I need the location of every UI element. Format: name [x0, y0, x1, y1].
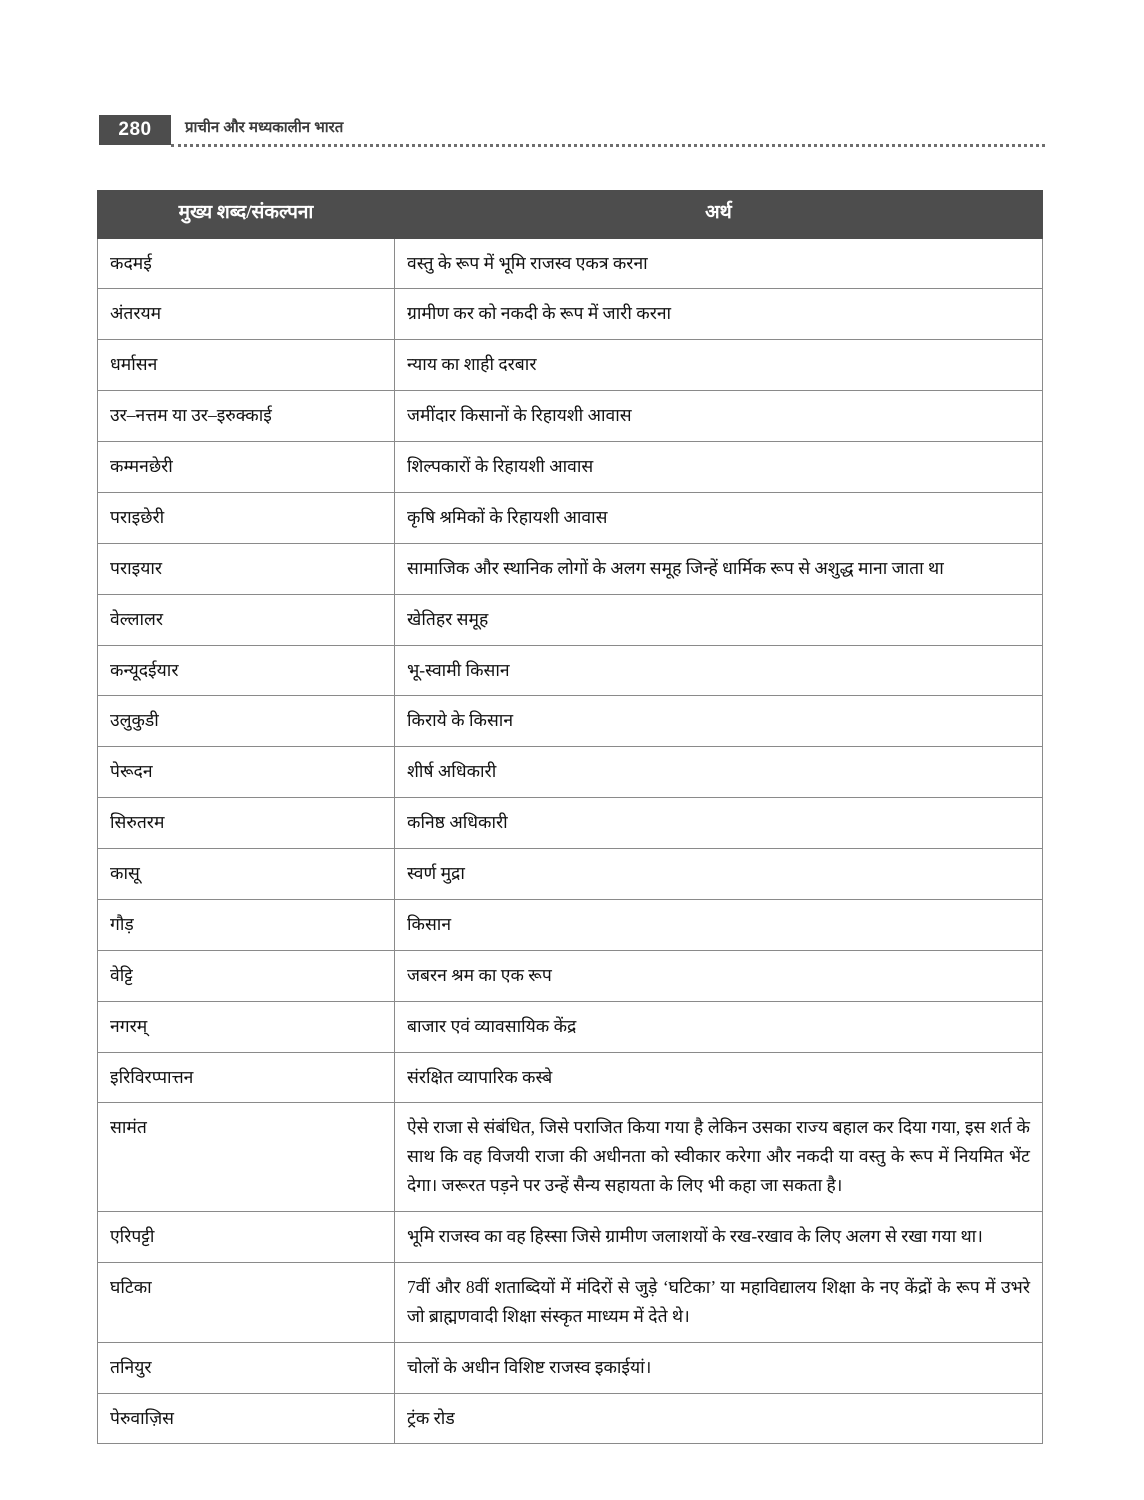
glossary-term: उर–नत्तम या उर–इरुक्काई	[98, 391, 395, 442]
glossary-term: सिरुतरम	[98, 798, 395, 849]
page-running-title: प्राचीन और मध्यकालीन भारत	[185, 119, 344, 136]
glossary-term: घटिका	[98, 1262, 395, 1342]
glossary-meaning: किसान	[395, 899, 1043, 950]
column-header-meaning: अर्थ	[395, 191, 1043, 239]
glossary-meaning: शीर्ष अधिकारी	[395, 747, 1043, 798]
table-body	[98, 238, 1043, 1444]
glossary-meaning: जबरन श्रम का एक रूप	[395, 950, 1043, 1001]
glossary-meaning: भू-स्वामी किसान	[395, 645, 1043, 696]
table-row	[98, 442, 1043, 493]
table-row	[98, 950, 1043, 1001]
glossary-term: पराइछेरी	[98, 492, 395, 543]
glossary-table	[97, 190, 1043, 1444]
glossary-term: गौड़	[98, 899, 395, 950]
glossary-term: वेट्टि	[98, 950, 395, 1001]
glossary-term: कम्मनछेरी	[98, 442, 395, 493]
table-header-row	[98, 191, 1043, 239]
glossary-term: वेल्लालर	[98, 594, 395, 645]
glossary-term: सामंत	[98, 1103, 395, 1212]
table-row	[98, 543, 1043, 594]
glossary-meaning: किराये के किसान	[395, 696, 1043, 747]
header-divider	[171, 144, 1045, 150]
glossary-term: नगरम्	[98, 1001, 395, 1052]
glossary-meaning: चोलों के अधीन विशिष्ट राजस्व इकाईयां।	[395, 1342, 1043, 1393]
glossary-term: कासू	[98, 849, 395, 900]
table-row	[98, 798, 1043, 849]
glossary-term: पराइयार	[98, 543, 395, 594]
glossary-meaning: 7वीं और 8वीं शताब्दियों में मंदिरों से जुड़े ‘घटिका’ या महाविद्यालय शिक्षा के नए केंद्रों के रूप में उभरे जो ब्राह्मणवादी शिक्षा संस्कृत माध्यम में देते थे।	[395, 1262, 1043, 1342]
glossary-term: एरिपट्टी	[98, 1212, 395, 1263]
table-row	[98, 849, 1043, 900]
table-row	[98, 289, 1043, 340]
glossary-meaning: कनिष्ठ अधिकारी	[395, 798, 1043, 849]
table-header	[98, 191, 1043, 239]
glossary-meaning: शिल्पकारों के रिहायशी आवास	[395, 442, 1043, 493]
column-header-term: मुख्य शब्द/संकल्पना	[98, 191, 395, 239]
table-row	[98, 391, 1043, 442]
table-row	[98, 747, 1043, 798]
glossary-meaning: न्याय का शाही दरबार	[395, 340, 1043, 391]
table-row	[98, 1342, 1043, 1393]
glossary-term: तनियुर	[98, 1342, 395, 1393]
glossary-meaning: कृषि श्रमिकों के रिहायशी आवास	[395, 492, 1043, 543]
glossary-term: कन्यूदईयार	[98, 645, 395, 696]
glossary-meaning: स्वर्ण मुद्रा	[395, 849, 1043, 900]
table-row	[98, 645, 1043, 696]
glossary-term: इरिविरप्पात्तन	[98, 1052, 395, 1103]
table-row	[98, 1103, 1043, 1212]
glossary-term: कदमई	[98, 238, 395, 289]
page-running-header	[99, 115, 1045, 149]
page-number-badge: 280	[99, 115, 171, 145]
glossary-term: पेरुवाज़िस	[98, 1393, 395, 1444]
glossary-term: पेरूदन	[98, 747, 395, 798]
table-row	[98, 696, 1043, 747]
table-row	[98, 1262, 1043, 1342]
glossary-term: धर्मासन	[98, 340, 395, 391]
glossary-meaning: भूमि राजस्व का वह हिस्सा जिसे ग्रामीण जलाशयों के रख-रखाव के लिए अलग से रखा गया था।	[395, 1212, 1043, 1263]
glossary-meaning: सामाजिक और स्थानिक लोगों के अलग समूह जिन्हें धार्मिक रूप से अशुद्ध माना जाता था	[395, 543, 1043, 594]
glossary-term: उलुकुडी	[98, 696, 395, 747]
glossary-meaning: ऐसे राजा से संबंधित, जिसे पराजित किया गया है लेकिन उसका राज्य बहाल कर दिया गया, इस शर्त के साथ कि वह विजयी राजा की अधीनता को स्वीकार करेगा और नकदी या वस्तु के रूप में नियमित भेंट देगा। जरूरत पड़ने पर उन्हें सैन्य सहायता के लिए भी कहा जा सकता है।	[395, 1103, 1043, 1212]
table-row	[98, 899, 1043, 950]
glossary-meaning: बाजार एवं व्यावसायिक केंद्र	[395, 1001, 1043, 1052]
glossary-meaning: संरक्षित व्यापारिक कस्बे	[395, 1052, 1043, 1103]
table-row	[98, 1212, 1043, 1263]
glossary-meaning: वस्तु के रूप में भूमि राजस्व एकत्र करना	[395, 238, 1043, 289]
table-row	[98, 492, 1043, 543]
glossary-meaning: खेतिहर समूह	[395, 594, 1043, 645]
table-row	[98, 1052, 1043, 1103]
table-row	[98, 594, 1043, 645]
glossary-meaning: ट्रंक रोड	[395, 1393, 1043, 1444]
table-row	[98, 340, 1043, 391]
glossary-term: अंतरयम	[98, 289, 395, 340]
table-row	[98, 1001, 1043, 1052]
table-row	[98, 1393, 1043, 1444]
glossary-meaning: ग्रामीण कर को नकदी के रूप में जारी करना	[395, 289, 1043, 340]
table-row	[98, 238, 1043, 289]
glossary-meaning: जमींदार किसानों के रिहायशी आवास	[395, 391, 1043, 442]
